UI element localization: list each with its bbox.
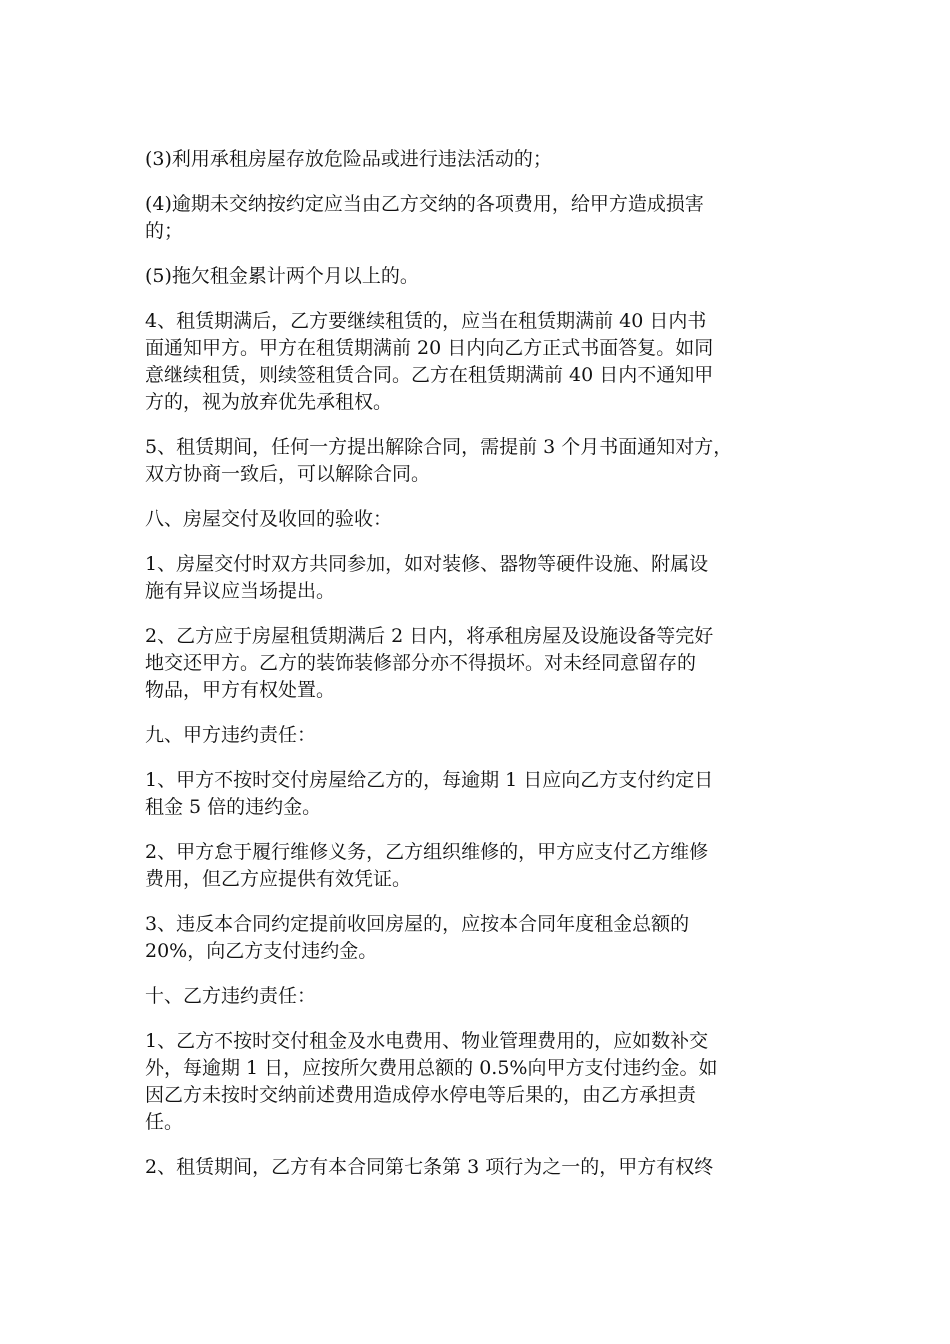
text-line: 方的，视为放弃优先承租权。 [145, 391, 393, 413]
paragraph-9-2 [145, 839, 815, 893]
paragraph-8-1 [145, 551, 815, 605]
text-line: (5)拖欠租金累计两个月以上的。 [145, 265, 419, 287]
text-line: 地交还甲方。乙方的装饰装修部分亦不得损坏。对未经同意留存的 [145, 652, 697, 674]
text-line: 3、违反本合同约定提前收回房屋的，应按本合同年度租金总额的 [145, 913, 690, 935]
paragraph-clause-3 [145, 146, 815, 173]
paragraph-clause-4 [145, 191, 815, 245]
text-line: 2、乙方应于房屋租赁期满后 2 日内，将承租房屋及设施设备等完好 [145, 625, 714, 647]
heading-line: 八、房屋交付及收回的验收： [145, 508, 393, 530]
section-heading-9 [145, 722, 815, 749]
paragraph-10-1 [145, 1028, 815, 1136]
document-page [145, 146, 815, 1199]
text-line: 面通知甲方。甲方在租赁期满前 20 日内向乙方正式书面答复。如同 [145, 337, 714, 359]
text-line: 意继续租赁，则续签租赁合同。乙方在租赁期满前 40 日内不通知甲 [145, 364, 714, 386]
paragraph-9-3 [145, 911, 815, 965]
paragraph-10-2 [145, 1154, 815, 1181]
text-line: 1、甲方不按时交付房屋给乙方的，每逾期 1 日应向乙方支付约定日 [145, 769, 714, 791]
text-line: 20%，向乙方支付违约金。 [145, 940, 378, 962]
text-line: 费用，但乙方应提供有效凭证。 [145, 868, 412, 890]
section-heading-10 [145, 983, 815, 1010]
text-line: 物品，甲方有权处置。 [145, 679, 336, 701]
text-line: (3)利用承租房屋存放危险品或进行违法活动的； [145, 148, 552, 170]
text-line: 1、房屋交付时双方共同参加，如对装修、器物等硬件设施、附属设 [145, 553, 709, 575]
paragraph-item-4-renewal [145, 308, 815, 416]
text-line: (4)逾期未交纳按约定应当由乙方交纳的各项费用，给甲方造成损害 [145, 193, 704, 215]
text-line: 4、租赁期满后，乙方要继续租赁的，应当在租赁期满前 40 日内书 [145, 310, 707, 332]
paragraph-clause-5 [145, 263, 815, 290]
heading-line: 九、甲方违约责任： [145, 724, 317, 746]
text-line: 外，每逾期 1 日，应按所欠费用总额的 0.5%向甲方支付违约金。如 [145, 1057, 718, 1079]
text-line: 租金 5 倍的违约金。 [145, 796, 322, 818]
paragraph-item-5-termination [145, 434, 815, 488]
paragraph-8-2 [145, 623, 815, 704]
text-line: 双方协商一致后，可以解除合同。 [145, 463, 431, 485]
text-line: 2、甲方怠于履行维修义务，乙方组织维修的，甲方应支付乙方维修 [145, 841, 709, 863]
text-line: 5、租赁期间，任何一方提出解除合同，需提前 3 个月书面通知对方， [145, 436, 733, 458]
text-line: 的； [145, 220, 184, 242]
text-line: 任。 [145, 1111, 184, 1133]
paragraph-9-1 [145, 767, 815, 821]
heading-line: 十、乙方违约责任： [145, 985, 317, 1007]
text-line: 2、租赁期间，乙方有本合同第七条第 3 项行为之一的，甲方有权终 [145, 1156, 714, 1178]
text-line: 因乙方未按时交纳前述费用造成停水停电等后果的，由乙方承担责 [145, 1084, 697, 1106]
text-line: 施有异议应当场提出。 [145, 580, 336, 602]
text-line: 1、乙方不按时交付租金及水电费用、物业管理费用的，应如数补交 [145, 1030, 709, 1052]
section-heading-8 [145, 506, 815, 533]
